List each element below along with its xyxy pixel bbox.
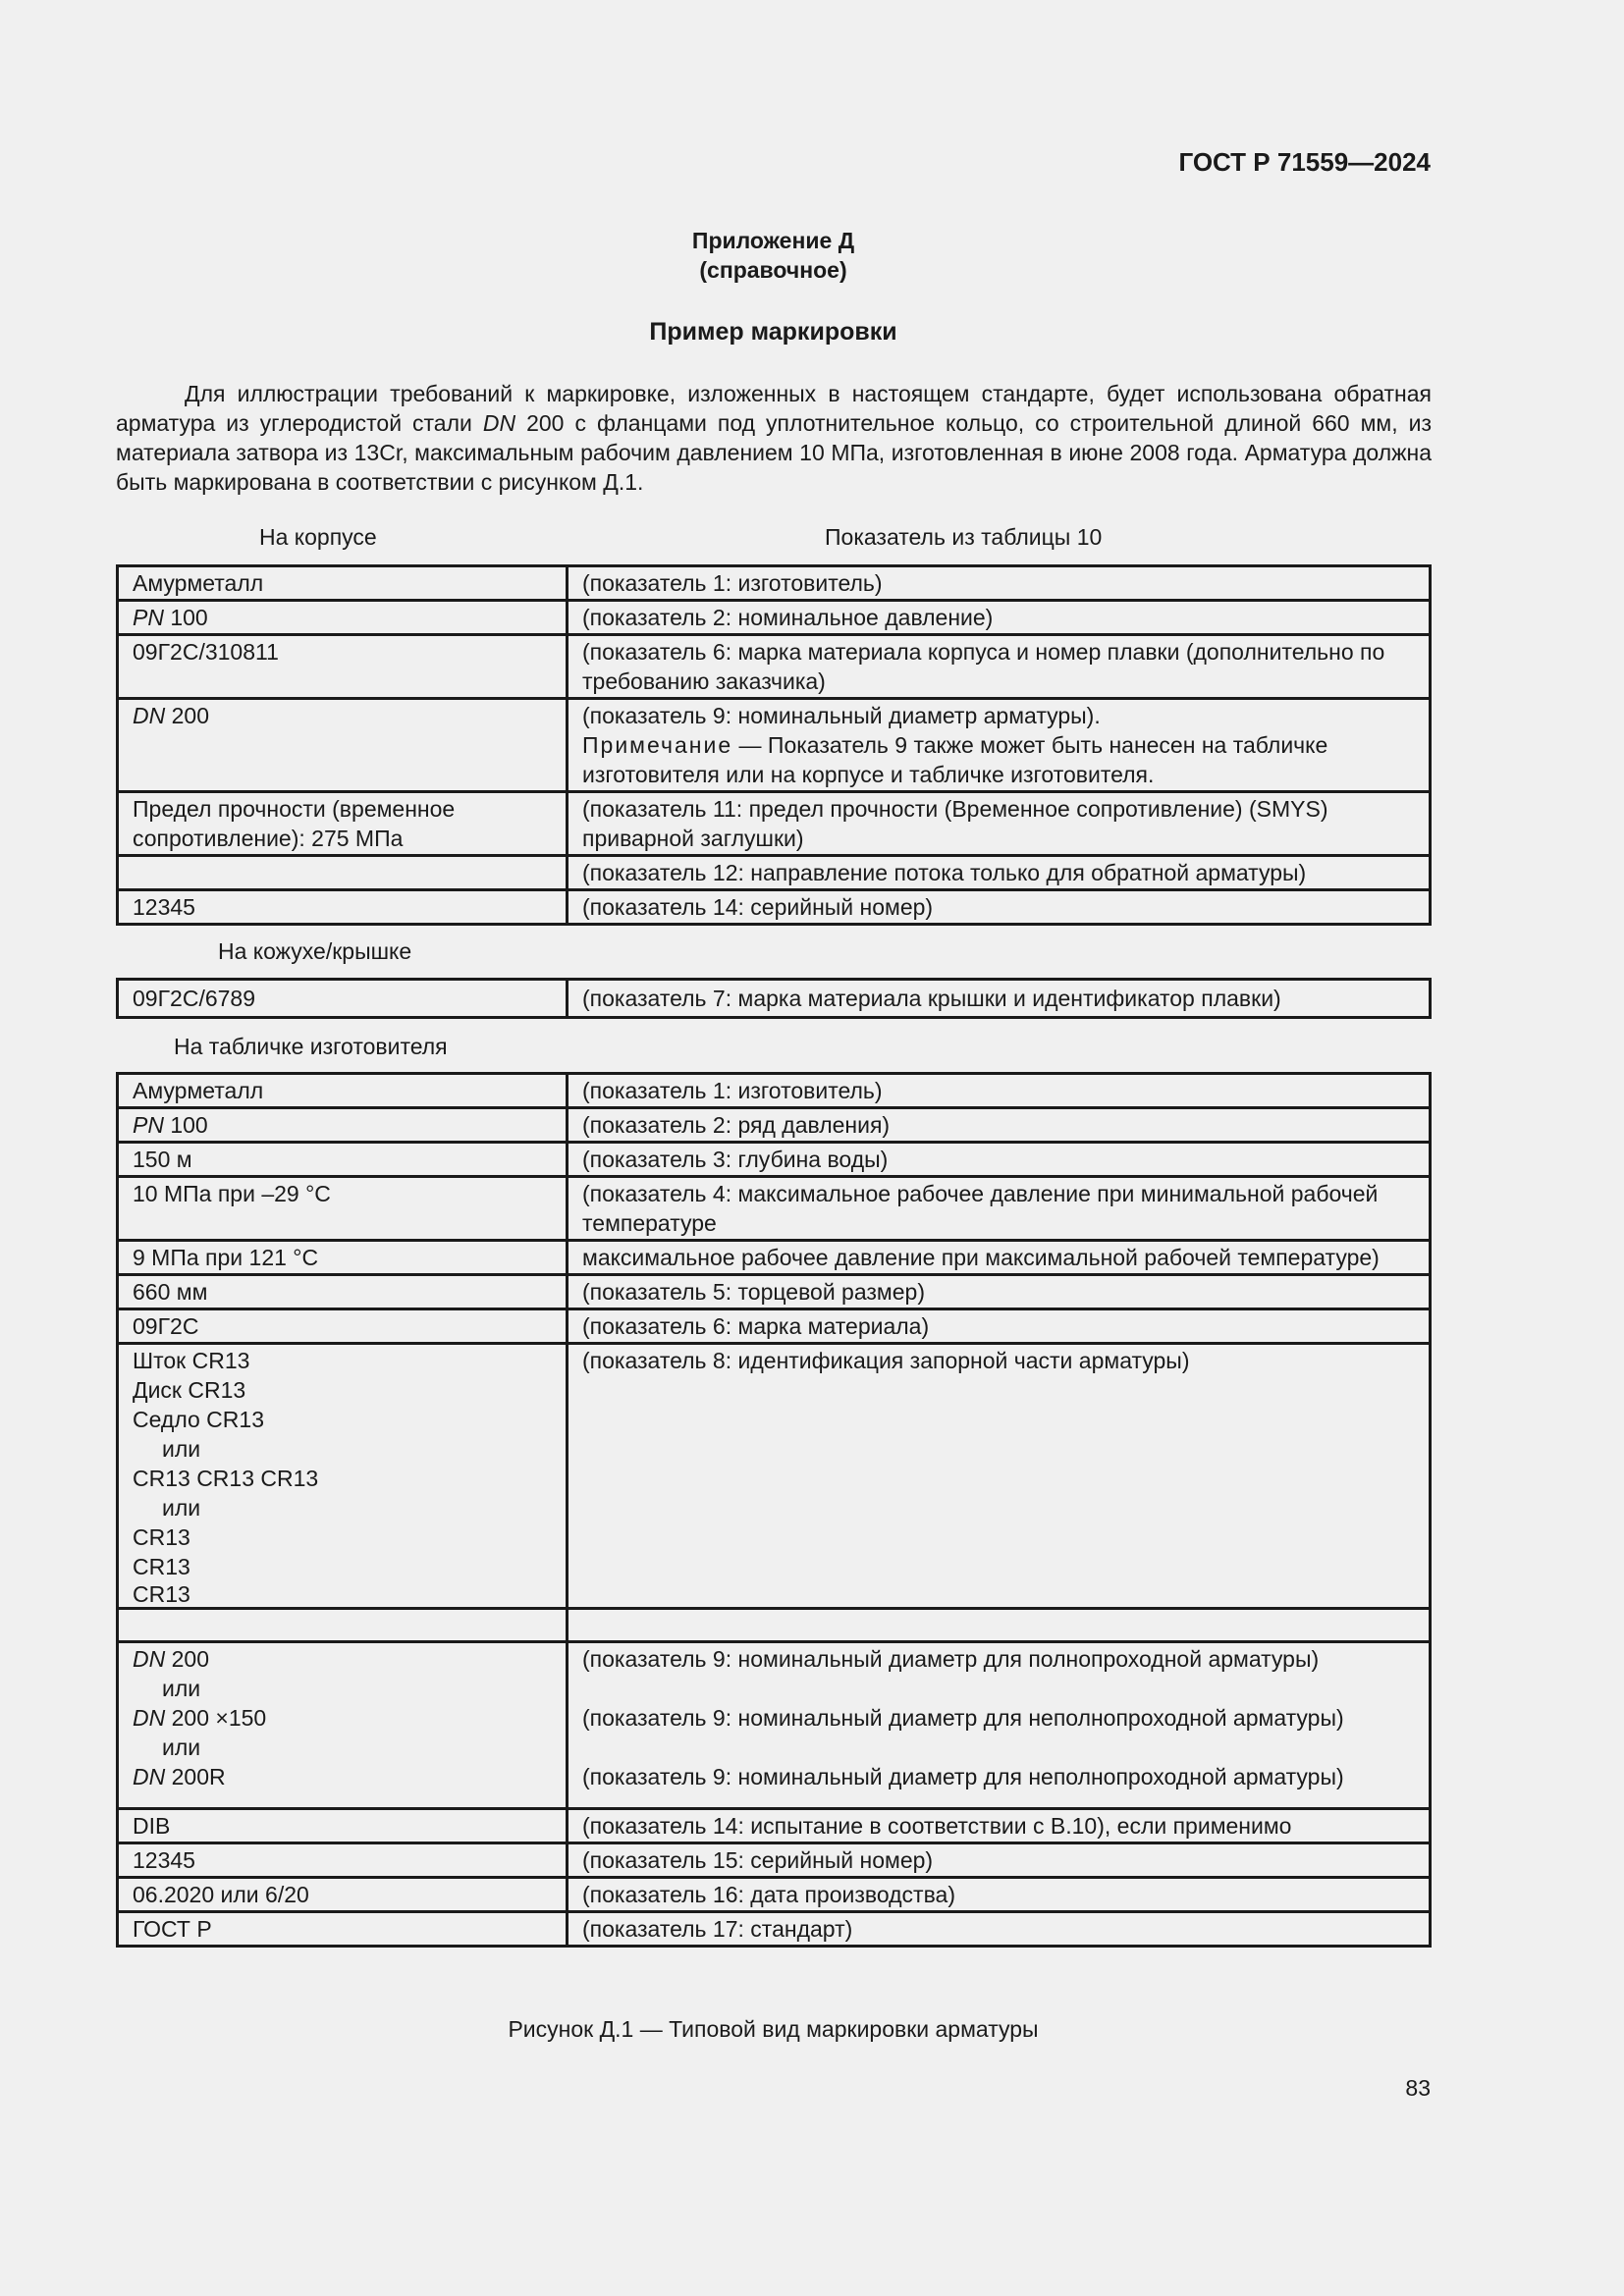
- body-cell-left: 12345: [118, 890, 568, 925]
- table-row: [118, 890, 1431, 925]
- plate-cell-right: (показатель 16: дата производства): [568, 1878, 1431, 1912]
- table-row: [118, 1275, 1431, 1309]
- dn-value: 200: [165, 703, 209, 728]
- plate-cell-right: максимальное рабочее давление при максимальной рабочей температуре): [568, 1241, 1431, 1275]
- page-number: 83: [1405, 2075, 1431, 2101]
- table-row: [118, 1309, 1431, 1344]
- note-text: — Показатель 9 также может быть нанесен на табличке изготовителя или на корпусе и табличке изготовителя.: [582, 732, 1328, 787]
- plate-cell-left: [118, 1609, 568, 1642]
- label-on-nameplate: На табличке изготовителя: [174, 1034, 448, 1059]
- intro-dn: DN: [482, 410, 516, 436]
- pn-prefix: PN: [133, 605, 164, 630]
- intro-text-1: Для иллюстрации требований к маркировке, изложенных в настоящем стандарте, будет использована обратная арматура из углеродистой стали: [116, 381, 1432, 436]
- document-code: ГОСТ Р 71559—2024: [1178, 147, 1431, 177]
- body-cell-left: [118, 699, 568, 792]
- plate-cell-left: 9 МПа при 121 °С: [118, 1241, 568, 1275]
- plate-cell-left: 660 мм: [118, 1275, 568, 1309]
- table-row: [118, 856, 1431, 890]
- plate-cell-left: [118, 1344, 568, 1609]
- body-cell-right: (показатель 14: серийный номер): [568, 890, 1431, 925]
- cover-cell-right: (показатель 7: марка материала крышки и идентификатор плавки): [568, 980, 1431, 1018]
- dn-desc: (показатель 9: номинальный диаметр для полнопроходной арматуры): [582, 1646, 1320, 1672]
- appendix-heading: [0, 226, 1546, 285]
- table-row: [118, 1843, 1431, 1878]
- plate-cell-left: 12345: [118, 1843, 568, 1878]
- table-row: [118, 699, 1431, 792]
- dn-value: 200 ×150: [165, 1705, 267, 1731]
- plate-cell-right: [568, 1642, 1431, 1809]
- table-row: [118, 1609, 1431, 1642]
- plate-cell-left: 06.2020 или 6/20: [118, 1878, 568, 1912]
- body-cell-right: [568, 699, 1431, 792]
- note-label: Примечание: [582, 732, 733, 758]
- dn-prefix: DN: [133, 1646, 166, 1672]
- figure-caption: Рисунок Д.1 — Типовой вид маркировки арматуры: [508, 2016, 1039, 2042]
- body-cell-right: (показатель 1: изготовитель): [568, 566, 1431, 601]
- label-on-body: На корпусе: [259, 524, 377, 550]
- trim-line: CR13: [133, 1581, 190, 1607]
- plate-cell-right: [568, 1609, 1431, 1642]
- cover-cell-left: 09Г2С/6789: [118, 980, 568, 1018]
- intro-text-2: 200 с фланцами под уплотнительное кольцо, со строительной длиной 660 мм, из материала затвора из 13Cr, максимальным рабочим давлением 10 МПа, изготовленная в июне 2008 года. Арматура должна быть маркирована в соответствии с рисунком Д.1.: [116, 410, 1432, 495]
- table-row: [118, 1143, 1431, 1177]
- plate-cell-right: (показатель 14: испытание в соответствии с В.10), если применимо: [568, 1809, 1431, 1843]
- cover-marking-table: [116, 978, 1432, 1019]
- body-cell-left: 09Г2С/310811: [118, 635, 568, 699]
- pn-value: 100: [163, 605, 208, 630]
- intro-paragraph: [116, 379, 1432, 497]
- dn-value: 200: [165, 1646, 209, 1672]
- table-row: [118, 1344, 1431, 1609]
- plate-cell-right: (показатель 4: максимальное рабочее давление при минимальной рабочей температуре: [568, 1177, 1431, 1241]
- body-cell-left: [118, 601, 568, 635]
- plate-cell-left: [118, 1642, 568, 1809]
- trim-or: или: [162, 1436, 201, 1462]
- body-cell-text: (показатель 9: номинальный диаметр арматуры).: [582, 703, 1101, 728]
- plate-cell-left: 10 МПа при –29 °С: [118, 1177, 568, 1241]
- appendix-title: Приложение Д: [691, 228, 855, 253]
- body-cell-left: Предел прочности (временное сопротивление): 275 МПа: [118, 792, 568, 856]
- table-row: [118, 792, 1431, 856]
- label-indicator: Показатель из таблицы 10: [825, 524, 1103, 550]
- dn-desc: (показатель 9: номинальный диаметр для неполнопроходной арматуры): [582, 1705, 1344, 1731]
- section-title: Пример маркировки: [649, 318, 897, 346]
- body-cell-right: (показатель 11: предел прочности (Временное сопротивление) (SMYS) приварной заглушки): [568, 792, 1431, 856]
- plate-cell-right: (показатель 2: ряд давления): [568, 1108, 1431, 1143]
- table-row: [118, 980, 1431, 1018]
- plate-cell-left: DIB: [118, 1809, 568, 1843]
- table-row: [118, 1108, 1431, 1143]
- note: [582, 730, 1415, 789]
- plate-cell-left: [118, 1108, 568, 1143]
- dn-line: [133, 1703, 552, 1733]
- trim-line: CR13: [133, 1554, 190, 1579]
- dn-prefix: DN: [133, 1705, 166, 1731]
- body-cell-left: Амурметалл: [118, 566, 568, 601]
- nameplate-marking-table: [116, 1072, 1432, 1948]
- dn-prefix: DN: [133, 1764, 166, 1789]
- table-row: [118, 566, 1431, 601]
- plate-cell-right: (показатель 1: изготовитель): [568, 1074, 1431, 1108]
- plate-cell-left: Амурметалл: [118, 1074, 568, 1108]
- body-cell-right: (показатель 6: марка материала корпуса и номер плавки (дополнительно по требованию заказчика): [568, 635, 1431, 699]
- plate-cell-right: (показатель 8: идентификация запорной части арматуры): [568, 1344, 1431, 1609]
- table-row: [118, 1912, 1431, 1947]
- body-cell-left: [118, 856, 568, 890]
- plate-cell-right: (показатель 3: глубина воды): [568, 1143, 1431, 1177]
- body-marking-table: [116, 564, 1432, 926]
- appendix-subtitle: (справочное): [699, 257, 847, 283]
- table-row: [118, 1809, 1431, 1843]
- plate-cell-right: (показатель 17: стандарт): [568, 1912, 1431, 1947]
- table-row: [118, 1241, 1431, 1275]
- table-row: [118, 1177, 1431, 1241]
- table-row: [118, 1074, 1431, 1108]
- plate-cell-right: (показатель 5: торцевой размер): [568, 1275, 1431, 1309]
- plate-cell-right: (показатель 15: серийный номер): [568, 1843, 1431, 1878]
- dn-or: или: [162, 1735, 201, 1760]
- body-cell-right: (показатель 2: номинальное давление): [568, 601, 1431, 635]
- trim-line: Шток CR13: [133, 1348, 250, 1373]
- body-cell-right: (показатель 12: направление потока только для обратной арматуры): [568, 856, 1431, 890]
- plate-cell-left: ГОСТ Р: [118, 1912, 568, 1947]
- table-row: [118, 601, 1431, 635]
- dn-desc: (показатель 9: номинальный диаметр для неполнопроходной арматуры): [582, 1764, 1344, 1789]
- trim-line: Диск CR13: [133, 1377, 246, 1403]
- table-row: [118, 1878, 1431, 1912]
- pn-value: 100: [163, 1112, 208, 1138]
- dn-value: 200R: [165, 1764, 226, 1789]
- trim-or: или: [162, 1495, 201, 1521]
- table-row: [118, 1642, 1431, 1809]
- trim-line: Седло CR13: [133, 1407, 264, 1432]
- label-on-cover: На кожухе/крышке: [218, 938, 412, 964]
- trim-line: CR13: [133, 1524, 190, 1550]
- pn-prefix: PN: [133, 1112, 164, 1138]
- plate-cell-left: 150 м: [118, 1143, 568, 1177]
- plate-cell-right: (показатель 6: марка материала): [568, 1309, 1431, 1344]
- table-row: [118, 635, 1431, 699]
- dn-prefix: DN: [133, 703, 166, 728]
- dn-or: или: [162, 1676, 201, 1701]
- plate-cell-left: 09Г2С: [118, 1309, 568, 1344]
- dn-line: [133, 1644, 552, 1674]
- dn-line: [133, 1762, 552, 1791]
- trim-line: CR13 CR13 CR13: [133, 1466, 319, 1491]
